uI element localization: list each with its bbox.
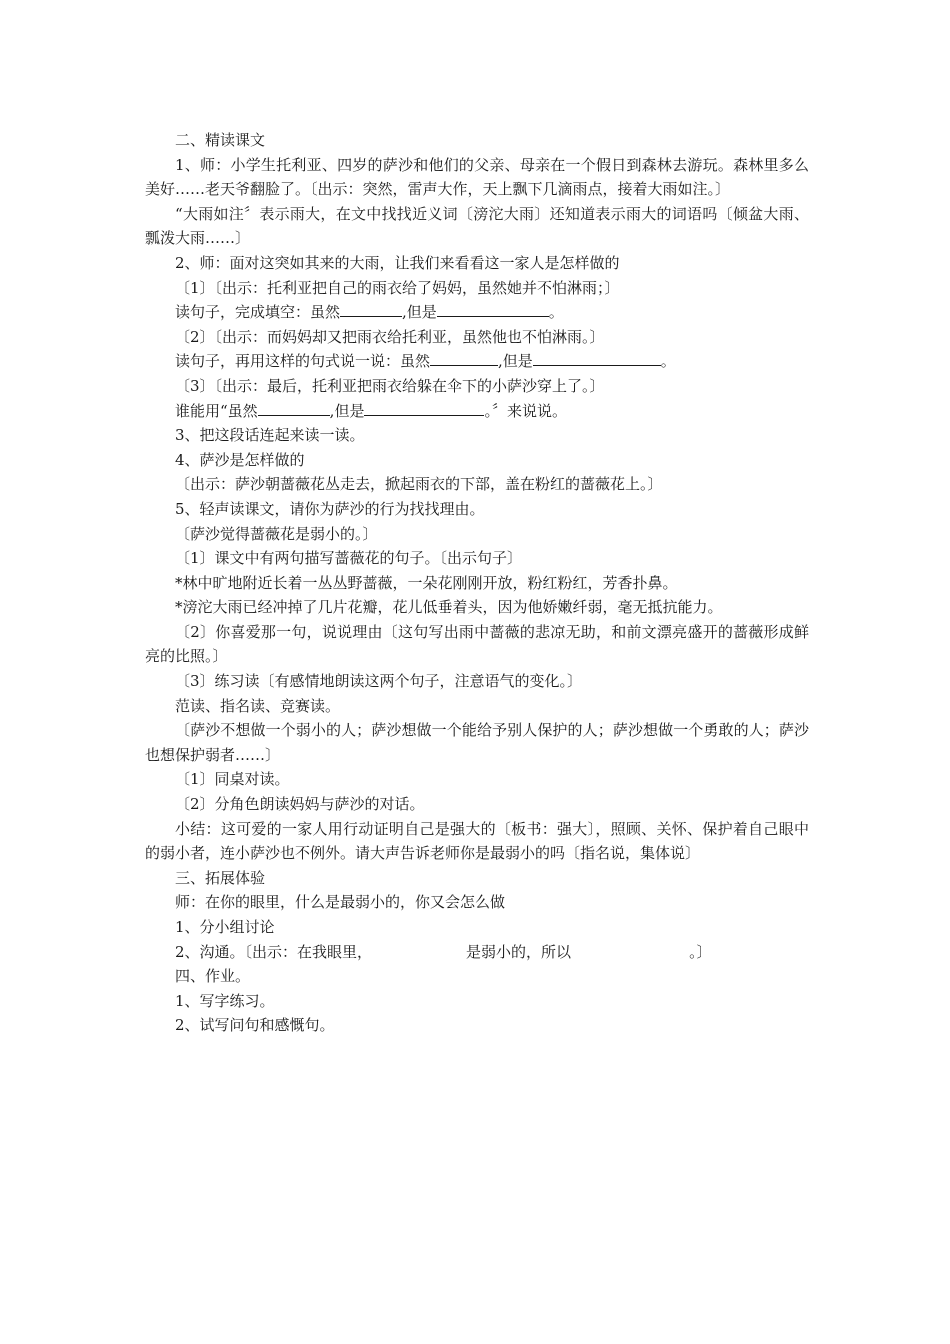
paragraph-find-reason: 5、轻声读课文，请你为萨沙的行为找找理由。	[175, 499, 485, 518]
paragraph-which-you-like: 〔2〕你喜爱那一句，说说理由〔这句写出雨中蔷薇的悲凉无助，和前文漂亮盛开的蔷薇形成鲜亮的比照。〕	[145, 622, 809, 666]
blank-2b	[533, 351, 661, 366]
fill-blank-text-c: 。〞来说说。	[484, 401, 567, 420]
paragraph-pair-reading: 〔1〕同桌对读。	[175, 770, 290, 789]
paragraph-two-sentences: 〔1〕课文中有两句描写蔷薇花的句子。〔出示句子〕	[175, 549, 523, 568]
paragraph-communicate	[145, 940, 809, 965]
fill-blank-text-c: 。	[660, 352, 676, 371]
paragraph-teacher-intro: 1、师：小学生托利亚、四岁的萨沙和他们的父亲、母亲在一个假日到森林去游玩。森林里多么美好……老天爷翻脸了。〔出示：突然，雷声大作，天上飘下几滴雨点，接着大雨如注。〕	[145, 155, 809, 199]
paragraph-sasha-show: 〔出示：萨沙朝蔷薇花丛走去，掀起雨衣的下部，盖在粉红的蔷薇花上。〕	[175, 475, 663, 494]
section-heading-homework: 四、作业。	[175, 967, 251, 986]
blank-1b	[437, 302, 549, 317]
paragraph-reading-modes: 范读、指名读、竞赛读。	[175, 696, 341, 715]
document-page	[145, 128, 809, 1038]
paragraph-show-3: 〔3〕〔出示：最后，托利亚把雨衣给躲在伞下的小萨沙穿上了。〕	[175, 376, 605, 395]
paragraph-question-sentences: 2、试写问句和感慨句。	[175, 1016, 335, 1035]
paragraph-sentence-2: *滂沱大雨已经冲掉了几片花瓣，花儿低垂着头，因为他娇嫩纤弱，毫无抵抗能力。	[175, 598, 723, 617]
fill-blank-text-b: ,但是	[402, 303, 437, 322]
paragraph-read-together: 3、把这段话连起来读一读。	[175, 426, 365, 445]
paragraph-family-actions: 2、师：面对这突如其来的大雨，让我们来看看这一家人是怎样做的	[175, 253, 620, 272]
paragraph-rose-weak: 〔萨沙觉得蔷薇花是弱小的。〕	[175, 524, 378, 543]
fill-blank-line-1	[145, 300, 809, 325]
paragraph-sentence-1: *林中旷地附近长着一丛丛野蔷薇，一朵花刚刚开放，粉红粉红，芳香扑鼻。	[175, 573, 678, 592]
paragraph-summary: 小结：这可爱的一家人用行动证明自己是强大的〔板书：强大〕，照顾、关怀、保护着自己眼中的弱小者，连小萨沙也不例外。请大声告诉老师你是最弱小的吗〔指名说，集体说〕	[145, 819, 809, 863]
paragraph-group-discuss: 1、分小组讨论	[175, 918, 275, 936]
blank-3a	[258, 401, 330, 416]
communicate-text-a: 2、沟通。〔出示：在我眼里，	[175, 942, 373, 961]
section-heading-intensive-reading: 二、精读课文	[175, 131, 266, 149]
fill-blank-text-a: 读句子，再用这样的句式说一说：虽然	[175, 352, 431, 371]
section-heading-extension: 三、拓展体验	[175, 868, 266, 887]
blank-3b	[364, 401, 484, 416]
fill-blank-line-2	[145, 349, 809, 374]
paragraph-teacher-question: 师：在你的眼里，什么是最弱小的，你又会怎么做	[175, 893, 506, 912]
paragraph-show-1: 〔1〕〔出示：托利亚把自己的雨衣给了妈妈，虽然她并不怕淋雨；〕	[175, 278, 620, 297]
paragraph-practice-reading: 〔3〕练习读〔有感情地朗读这两个句子，注意语气的变化。〕	[175, 672, 583, 691]
fill-blank-text-c: 。	[548, 303, 564, 322]
paragraph-role-reading: 〔2〕分角色朗读妈妈与萨沙的对话。	[175, 795, 425, 814]
fill-blank-text-a: 谁能用“虽然	[175, 401, 258, 420]
paragraph-sasha-wishes: 〔萨沙不想做一个弱小的人；萨沙想做一个能给予别人保护的人；萨沙想做一个勇敢的人；萨沙也想保护弱者……〕	[145, 721, 809, 764]
paragraph-sasha-question: 4、萨沙是怎样做的	[175, 450, 305, 469]
fill-blank-line-3	[145, 399, 809, 424]
blank-2a	[430, 351, 498, 366]
fill-blank-text-a: 读句子，完成填空：虽然	[175, 303, 341, 322]
fill-blank-text-b: ,但是	[329, 401, 365, 420]
fill-blank-text-b: ,但是	[498, 352, 533, 371]
blank-1a	[340, 302, 402, 317]
communicate-text-b: 是弱小的，所以	[466, 942, 572, 961]
paragraph-show-2: 〔2〕〔出示：而妈妈却又把雨衣给托利亚，虽然他也不怕淋雨。〕	[175, 327, 605, 346]
communicate-text-c: 。〕	[689, 942, 712, 961]
paragraph-synonyms: “大雨如注〞表示雨大，在文中找找近义词〔滂沱大雨〕还知道表示雨大的词语吗〔倾盆大雨、瓢泼大雨……〕	[145, 204, 809, 248]
paragraph-writing-practice: 1、写字练习。	[175, 991, 275, 1010]
